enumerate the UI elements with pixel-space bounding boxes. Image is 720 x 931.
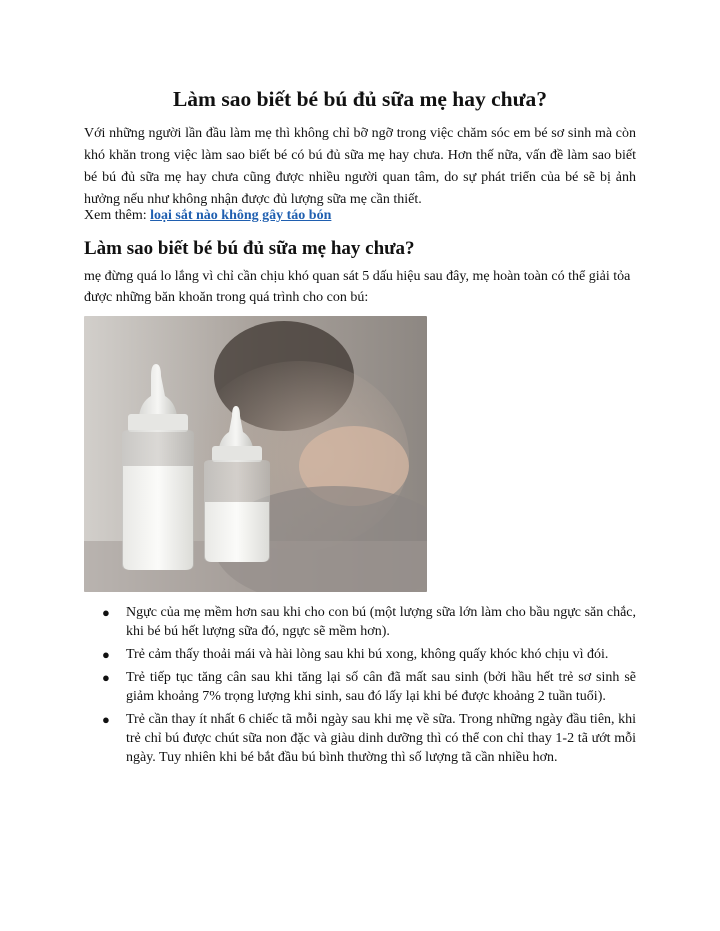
baby-bottles-photo [84, 316, 427, 592]
page-title: Làm sao biết bé bú đủ sữa mẹ hay chưa? [172, 87, 548, 111]
see-also-link[interactable]: loại sắt nào không gây táo bón [150, 208, 332, 223]
bullet-icon: ● [102, 712, 110, 727]
section-heading: Làm sao biết bé bú đủ sữa mẹ hay chưa? [84, 238, 415, 259]
see-also-line [84, 206, 331, 226]
list-item-text: Trẻ cần thay ít nhất 6 chiếc tã mỗi ngày sau khi mẹ về sữa. Trong những ngày đầu tiên, khi trẻ chỉ bú được chút sữa non đặc và giàu dinh dưỡng thì có thể con chỉ thay 1-2 tã ướt mỗi ngày. Tuy nhiên khi bé bắt đầu bú bình thường thì số lượng tã cần nhiều hơn. [126, 712, 636, 765]
list-item [84, 710, 636, 767]
lead-paragraph: mẹ đừng quá lo lắng vì chỉ cần chịu khó quan sát 5 dấu hiệu sau đây, mẹ hoàn toàn có thể giải tỏa được những băn khoăn trong quá trình cho con bú: [84, 269, 631, 305]
intro-paragraph: Với những người lần đầu làm mẹ thì không chỉ bỡ ngỡ trong việc chăm sóc em bé sơ sinh mà còn khó khăn trong việc làm sao biết bé có bú đủ sữa mẹ hay chưa. Hơn thế nữa, vấn đề làm sao biết bé bú đủ sữa mẹ hay chưa cũng được nhiều người quan tâm, do sự phát triển của bé sẽ bị ảnh hưởng nếu như không nhận được đủ lượng sữa mẹ cần thiết. [84, 126, 636, 207]
bullet-icon: ● [102, 647, 110, 662]
list-item-text: Ngực của mẹ mềm hơn sau khi cho con bú (một lượng sữa lớn làm cho bầu ngực săn chắc, khi bé bú hết lượng sữa đó, ngực sẽ mềm hơn). [126, 605, 636, 639]
list-item [84, 603, 636, 641]
list-item [84, 645, 636, 664]
see-also-prefix: Xem thêm: [84, 208, 151, 223]
list-item [84, 668, 636, 706]
list-item-text: Trẻ cảm thấy thoải mái và hài lòng sau khi bú xong, không quấy khóc khó chịu vì đói. [126, 647, 609, 662]
list-item-text: Trẻ tiếp tục tăng cân sau khi tăng lại số cân đã mất sau sinh (bởi hầu hết trẻ sơ sinh sẽ giảm khoảng 7% trọng lượng khi sinh, sau đó lấy lại khi bé được khoảng 2 tuần tuổi). [126, 670, 636, 704]
bullet-icon: ● [102, 605, 110, 620]
signs-list [84, 603, 636, 771]
bullet-icon: ● [102, 670, 110, 685]
